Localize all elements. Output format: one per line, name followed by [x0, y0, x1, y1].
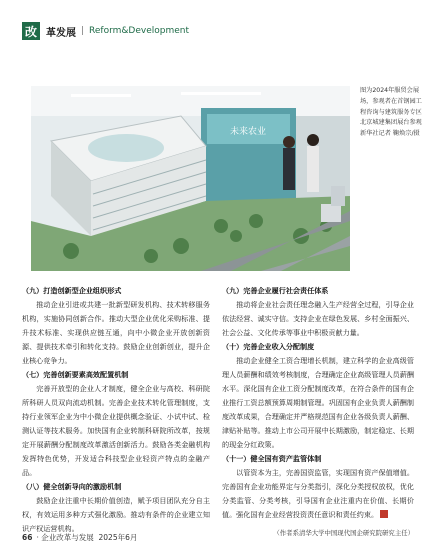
paragraph-text: 以管资本为主，完善国资监管，实现国有资产保值增值。完善国有企业功能界定与分类指引，深化分类授权放权，优化分类监管、分类考核，引导国有企业注重内在价值、长期价值。强化国有企业经营投资责任意识和责任约束。 [222, 468, 414, 519]
section-badge: 改 [22, 22, 40, 40]
paragraph: 推动企业健全工资合理增长机制，建立科学的企业高级管理人员薪酬和绩效考核制度，合理确定企业高级管理人员薪酬水平。深化国有企业工资分配制度改革，在符合条件的国有企业推行工资总额预算周期制管理。巩固国有企业负责人薪酬制度改革成果，合理确定并严格规范国有企业各级负责人薪酬、津贴补贴等。推动上市公司开展中长期激励，制定稳定、长期的现金分红政策。 [222, 356, 414, 449]
section-heading: （七）完善创新要素高效配置机制 [22, 370, 129, 379]
paragraph: 完善开放型的企业人才制度，健全企业与高校、科研院所科研人员双向流动机制。完善企业技术转化管理制度，支持行业领军企业为中小微企业提供概念验证、小试中试、检测认证等技术服务。加快国有企业转制科研院所改革，按规定开展薪酬分配制度改革激活创新活力。鼓励各类金融机构发挥特色优势，开发适合科技型企业轻资产特点的金融产品。 [22, 384, 210, 477]
section-title-cn: 革发展 [46, 27, 76, 39]
section-heading: （十）完善企业收入分配制度 [222, 342, 315, 351]
issue-date: 2025年6月 [98, 533, 138, 542]
journal-name: 企业改革与发展 [41, 533, 94, 542]
photo-caption: 图为2024年服贸会展场，参观者在首钢园工程咨询与建筑服务专区北京城建集团展台参观 新华社记者 鞠焕宗/摄 [360, 87, 422, 138]
page-header [22, 20, 189, 42]
page-footer [22, 532, 137, 543]
section-heading: （八）健全创新导向的激励机制 [22, 482, 122, 491]
header-separator: | [81, 26, 85, 36]
section-heading: （十一）健全国有资产监管体制 [222, 454, 322, 463]
left-column [22, 284, 210, 536]
footer-bullet: · [36, 533, 42, 542]
end-mark-icon [380, 510, 388, 518]
paragraph: 鼓励企业注重中长期价值创造，赋予项目团队充分自主权，有效运用多种方式强化激励。推动有条件的企业建立知识产权运营机构。 [22, 496, 210, 533]
exhibition-photo [31, 86, 350, 271]
paragraph: 推动企业引进或共建一批新型研发机构、技术转移服务机构，实施协同创新合作。推动大型企业优化采购标准、提升技术标准、实现供应链互通，向中小微企业开放创新资源、提供技术牵引和转化支持。鼓励企业创新创业，提升企业核心竞争力。 [22, 300, 210, 365]
exhibition-photo-illustration [31, 86, 350, 271]
booth-sign-text: 未来农业 [229, 127, 267, 137]
section-heading: （九）打造创新型企业组织形式 [22, 286, 122, 295]
page-number: 66 [22, 533, 33, 542]
paragraph-last [222, 466, 414, 522]
author-note: （作者系清华大学中国现代国企研究院研究主任） [273, 529, 414, 537]
section-title-en: Reform&Development [89, 26, 190, 36]
section-heading: （九）完善企业履行社会责任体系 [222, 286, 329, 295]
right-column [222, 284, 414, 540]
paragraph: 推动将企业社会责任理念融入生产经营全过程，引导企业依法经营、诚实守信。支持企业在绿色发展、乡村全面振兴、社会公益、文化传承等事业中积极贡献力量。 [222, 300, 414, 337]
